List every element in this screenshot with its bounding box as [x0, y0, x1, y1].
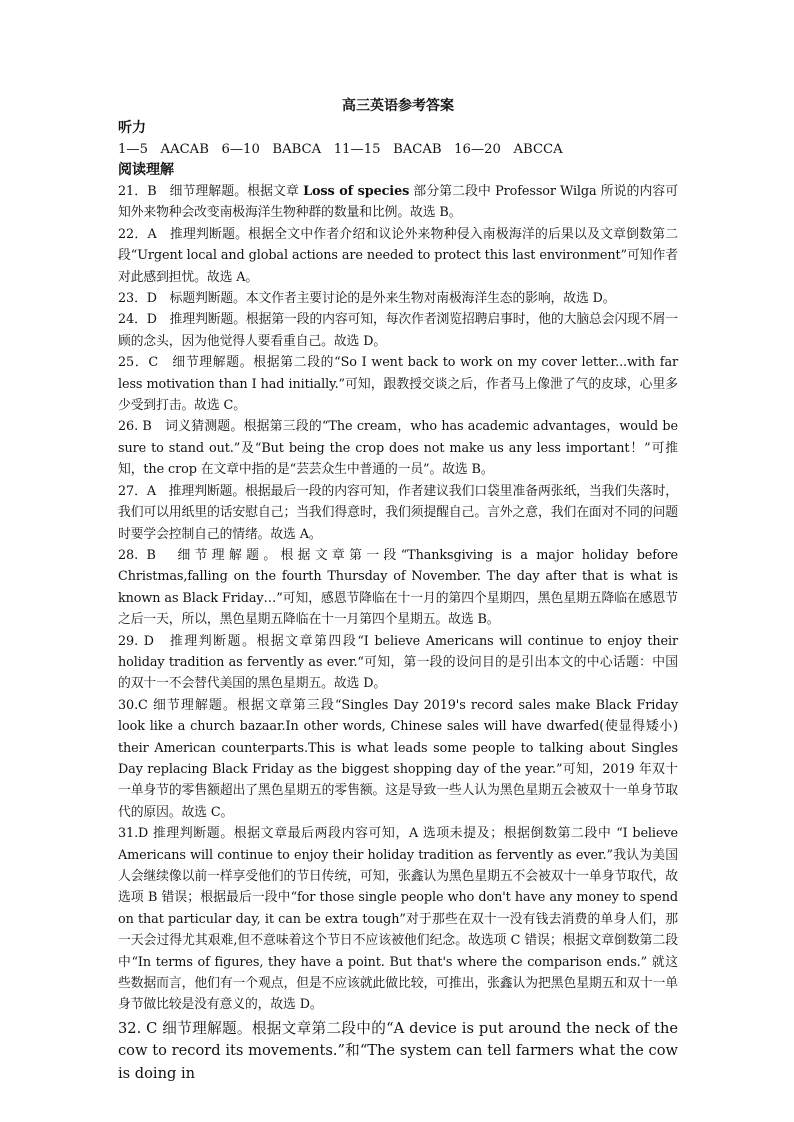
answer-sheet	[118, 96, 678, 1086]
answer-26: 26. B 词义猜测题。根据第三段的“The cream，who has academic advantages，would be sure to stand out.”及“But being the crop does not make us any less important！”可推知，the crop 在文章中指的是“芸芸众生中普通的一员”。故选 B。	[118, 419, 678, 478]
answer-25: 25．C 细节理解题。根据第二段的“So I went back to work on my cover letter...with far less motivation than I had initially.”可知，跟教授交谈之后，作者马上像泄了气的皮球，心里多少受到打击。故选 C。	[118, 355, 678, 414]
answer-23: 23．D 标题判断题。本文作者主要讨论的是外来生物对南极海洋生态的影响，故选 D。	[118, 291, 616, 307]
reading-heading: 阅读理解	[118, 162, 174, 178]
answer-21	[118, 181, 678, 224]
answer-22: 22．A 推理判断题。根据全文中作者介绍和议论外来物种侵入南极海洋的后果以及文章倒数第二段“Urgent local and global actions are needed to protect this last environment”可知作者对此感到担忧。故选 A。	[118, 226, 678, 285]
answer-21-lead: 21．B 细节理解题。根据文章	[118, 184, 299, 199]
page-title: 高三英语参考答案	[342, 98, 454, 114]
listening-heading: 听力	[118, 120, 146, 136]
answer-31: 31.D 推理判断题。根据文章最后两段内容可知，A 选项未提及；根据倒数第二段中 “I believe Americans will continue to enjoy their holiday tradition as fervently as ever.”我认为美国人会继续像以前一样享受他们的节日传统，可知，张鑫认为黑色星期五不会被双十一单身节取代，故选项 B 错误；根据最后一段中“for those single people who don't have any money to spend on that particular day, it can be extra tough”对于那些在双十一没有钱去消费的单身人们，那一天会过得尤其艰难,但不意味着这个节日不应该被他们纪念。故选项 C 错误；根据文章倒数第二段中“In terms of figures, they have a point. But that's where the comparison ends.” 就这些数据而言，他们有一个观点，但是不应该就此做比较，可推出，张鑫认为把黑色星期五和双十一单身节做比较是没有意义的，故选 D。	[118, 826, 678, 1013]
answer-30: 30.C 细节理解题。根据文章第三段“Singles Day 2019's record sales make Black Friday look like a church bazaar.In other words, Chinese sales will have dwarfed(使显得矮小) their American counterparts.This is what leads some people to talking about Singles Day replacing Black Friday as the biggest shopping day of the year.”可知，2019 年双十一单身节的零售额超出了黑色星期五的零售额。这是导致一些人认为黑色星期五会被双十一单身节取代的原因。故选 C。	[118, 697, 678, 820]
answer-27: 27．A 推理判断题。根据最后一段的内容可知，作者建议我们口袋里准备两张纸，当我们失落时，我们可以用纸里的话安慰自己；当我们得意时，我们须提醒自己。言外之意，我们在面对不同的问题时要学会控制自己的情绪。故选 A。	[118, 483, 678, 542]
answer-21-rest: 部分第二段中 Professor Wilga 所说的内容可知外来物种会改变南极海洋生物种群的数量和比例。故选 B。	[118, 184, 679, 221]
listening-answers: 1—5 AACAB 6—10 BABCA 11—15 BACAB 16—20 ABCCA	[118, 142, 563, 157]
answer-29: 29. D 推理判断题。根据文章第四段“I believe Americans will continue to enjoy their holiday tradition as fervently as ever.“可知，第一段的设问目的是引出本文的中心话题：中国的双十一不会替代美国的黑色星期五。故选 D。	[118, 633, 678, 692]
answer-32: 32. C 细节理解题。根据文章第二段中的“A device is put around the neck of the cow to record its movements.”和“The system can tell farmers what the cow is doing in	[118, 1019, 678, 1083]
answer-28: 28. B 细节理解题。根据文章第一段“Thanksgiving is a major holiday before Christmas,falling on the fourth Thursday of November. The day after that is what is known as Black Friday…”可知，感恩节降临在十一月的第四个星期四，黑色星期五降临在感恩节之后一天，所以，黑色星期五降临在十一月第四个星期五。故选 B。	[118, 547, 678, 628]
answer-24: 24．D 推理判断题。根据第一段的内容可知，每次作者浏览招聘启事时，他的大脑总会闪现不屑一顾的念头，因为他觉得人要看重自己。故选 D。	[118, 312, 678, 349]
section-name: Loss of species	[303, 184, 410, 199]
